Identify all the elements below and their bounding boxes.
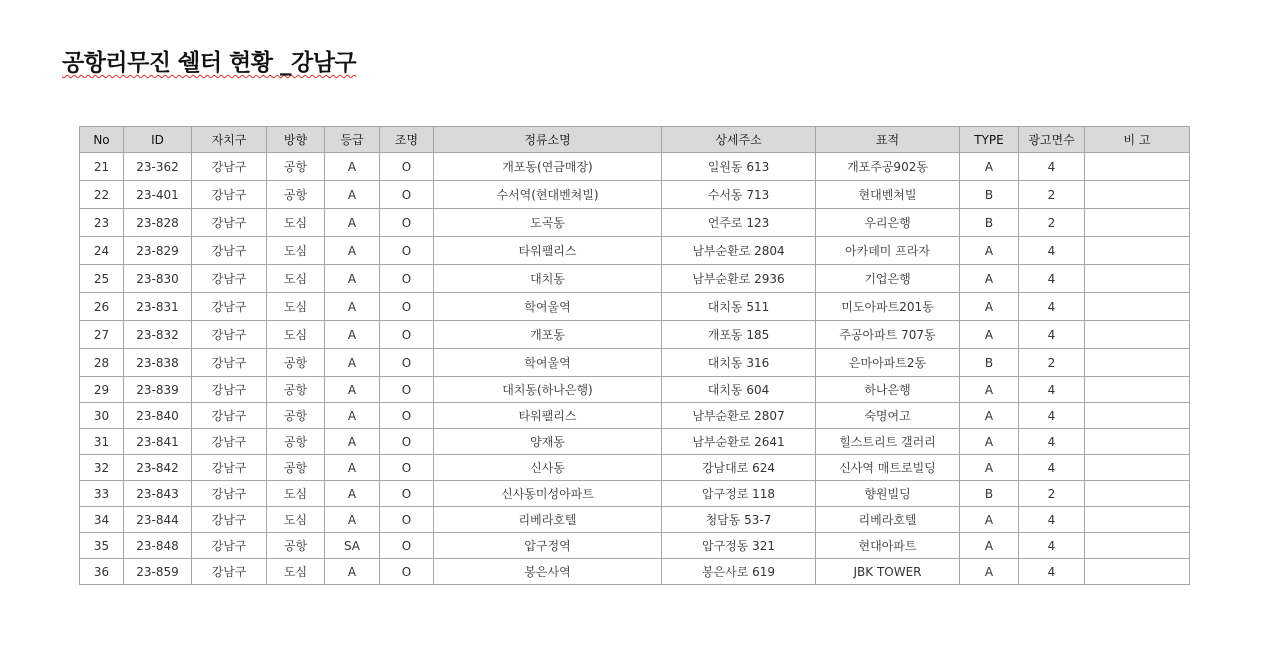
cell-landmark: 하나은행 (816, 377, 960, 403)
header-lighting: 조명 (380, 127, 434, 153)
cell-address: 청담동 53-7 (662, 507, 816, 533)
cell-lighting: O (380, 265, 434, 293)
table-header-row (80, 127, 1190, 153)
cell-no: 34 (80, 507, 124, 533)
cell-no: 28 (80, 349, 124, 377)
cell-no: 21 (80, 153, 124, 181)
cell-district: 강남구 (192, 321, 267, 349)
cell-ad-faces: 4 (1019, 377, 1085, 403)
cell-grade: A (325, 455, 380, 481)
cell-grade: A (325, 265, 380, 293)
cell-grade: A (325, 559, 380, 585)
cell-id: 23-832 (124, 321, 192, 349)
cell-type: A (960, 559, 1019, 585)
cell-grade: A (325, 481, 380, 507)
cell-grade: A (325, 321, 380, 349)
cell-direction: 공항 (267, 455, 325, 481)
header-id: ID (124, 127, 192, 153)
cell-direction: 도심 (267, 321, 325, 349)
cell-lighting: O (380, 403, 434, 429)
cell-ad-faces: 2 (1019, 481, 1085, 507)
table-row (80, 237, 1190, 265)
cell-stop-name: 리베라호텔 (434, 507, 662, 533)
table-row (80, 181, 1190, 209)
cell-address: 남부순환로 2641 (662, 429, 816, 455)
cell-id: 23-841 (124, 429, 192, 455)
header-direction: 방향 (267, 127, 325, 153)
cell-district: 강남구 (192, 237, 267, 265)
cell-remarks (1085, 321, 1190, 349)
cell-ad-faces: 4 (1019, 429, 1085, 455)
header-stop-name: 정류소명 (434, 127, 662, 153)
cell-district: 강남구 (192, 403, 267, 429)
cell-remarks (1085, 153, 1190, 181)
header-district: 자치구 (192, 127, 267, 153)
cell-id: 23-828 (124, 209, 192, 237)
cell-lighting: O (380, 209, 434, 237)
cell-landmark: 주공아파트 707동 (816, 321, 960, 349)
cell-stop-name: 도곡동 (434, 209, 662, 237)
cell-remarks (1085, 403, 1190, 429)
cell-ad-faces: 4 (1019, 507, 1085, 533)
cell-address: 대치동 316 (662, 349, 816, 377)
cell-address: 남부순환로 2807 (662, 403, 816, 429)
cell-remarks (1085, 507, 1190, 533)
cell-stop-name: 학여울역 (434, 293, 662, 321)
cell-id: 23-840 (124, 403, 192, 429)
cell-no: 26 (80, 293, 124, 321)
cell-stop-name: 양재동 (434, 429, 662, 455)
page-title-text: 공항리무진 쉘터 현황 _강남구 (62, 50, 357, 76)
cell-lighting: O (380, 455, 434, 481)
cell-district: 강남구 (192, 507, 267, 533)
cell-landmark: 신사역 매트로빌딩 (816, 455, 960, 481)
cell-direction: 공항 (267, 533, 325, 559)
cell-stop-name: 학여울역 (434, 349, 662, 377)
cell-type: A (960, 455, 1019, 481)
cell-type: A (960, 293, 1019, 321)
cell-stop-name: 신사동미성아파트 (434, 481, 662, 507)
cell-landmark: 개포주공902동 (816, 153, 960, 181)
cell-id: 23-830 (124, 265, 192, 293)
cell-id: 23-829 (124, 237, 192, 265)
cell-lighting: O (380, 349, 434, 377)
cell-no: 22 (80, 181, 124, 209)
cell-district: 강남구 (192, 265, 267, 293)
cell-address: 남부순환로 2936 (662, 265, 816, 293)
cell-grade: A (325, 507, 380, 533)
cell-stop-name: 타워팰리스 (434, 403, 662, 429)
cell-no: 30 (80, 403, 124, 429)
cell-grade: A (325, 181, 380, 209)
table-row (80, 349, 1190, 377)
cell-remarks (1085, 349, 1190, 377)
cell-remarks (1085, 293, 1190, 321)
cell-direction: 도심 (267, 559, 325, 585)
cell-stop-name: 타워팰리스 (434, 237, 662, 265)
cell-address: 강남대로 624 (662, 455, 816, 481)
cell-ad-faces: 4 (1019, 237, 1085, 265)
cell-district: 강남구 (192, 349, 267, 377)
cell-lighting: O (380, 321, 434, 349)
cell-district: 강남구 (192, 209, 267, 237)
table-row (80, 403, 1190, 429)
cell-direction: 도심 (267, 265, 325, 293)
table-row (80, 429, 1190, 455)
cell-grade: A (325, 429, 380, 455)
page-title (62, 44, 356, 77)
cell-direction: 도심 (267, 237, 325, 265)
cell-lighting: O (380, 533, 434, 559)
cell-type: A (960, 429, 1019, 455)
cell-type: B (960, 181, 1019, 209)
table-row (80, 265, 1190, 293)
header-grade: 등급 (325, 127, 380, 153)
cell-direction: 도심 (267, 293, 325, 321)
cell-type: A (960, 507, 1019, 533)
cell-direction: 공항 (267, 153, 325, 181)
cell-direction: 공항 (267, 349, 325, 377)
cell-address: 압구정동 321 (662, 533, 816, 559)
cell-id: 23-842 (124, 455, 192, 481)
cell-no: 25 (80, 265, 124, 293)
cell-district: 강남구 (192, 481, 267, 507)
cell-direction: 도심 (267, 209, 325, 237)
cell-grade: SA (325, 533, 380, 559)
cell-direction: 공항 (267, 377, 325, 403)
cell-district: 강남구 (192, 559, 267, 585)
cell-type: A (960, 237, 1019, 265)
cell-lighting: O (380, 153, 434, 181)
cell-ad-faces: 4 (1019, 265, 1085, 293)
cell-id: 23-362 (124, 153, 192, 181)
cell-stop-name: 봉은사역 (434, 559, 662, 585)
cell-landmark: 숙명여고 (816, 403, 960, 429)
cell-remarks (1085, 455, 1190, 481)
cell-id: 23-838 (124, 349, 192, 377)
cell-type: A (960, 265, 1019, 293)
cell-no: 35 (80, 533, 124, 559)
cell-no: 29 (80, 377, 124, 403)
cell-id: 23-831 (124, 293, 192, 321)
cell-no: 36 (80, 559, 124, 585)
cell-district: 강남구 (192, 153, 267, 181)
cell-remarks (1085, 377, 1190, 403)
cell-lighting: O (380, 377, 434, 403)
cell-landmark: 향원빌딩 (816, 481, 960, 507)
cell-grade: A (325, 237, 380, 265)
cell-landmark: 미도아파트201동 (816, 293, 960, 321)
table-row (80, 293, 1190, 321)
cell-id: 23-401 (124, 181, 192, 209)
cell-district: 강남구 (192, 455, 267, 481)
cell-address: 남부순환로 2804 (662, 237, 816, 265)
cell-ad-faces: 4 (1019, 403, 1085, 429)
cell-district: 강남구 (192, 293, 267, 321)
cell-direction: 도심 (267, 481, 325, 507)
cell-remarks (1085, 237, 1190, 265)
cell-type: A (960, 533, 1019, 559)
cell-stop-name: 압구정역 (434, 533, 662, 559)
table-row (80, 321, 1190, 349)
cell-remarks (1085, 481, 1190, 507)
cell-landmark: 현대아파트 (816, 533, 960, 559)
cell-no: 27 (80, 321, 124, 349)
cell-ad-faces: 4 (1019, 293, 1085, 321)
cell-landmark: 아카데미 프라자 (816, 237, 960, 265)
cell-grade: A (325, 293, 380, 321)
cell-lighting: O (380, 293, 434, 321)
cell-no: 32 (80, 455, 124, 481)
cell-grade: A (325, 153, 380, 181)
header-ad-faces: 광고면수 (1019, 127, 1085, 153)
table-body (80, 153, 1190, 585)
cell-ad-faces: 2 (1019, 209, 1085, 237)
cell-stop-name: 개포동(연금매장) (434, 153, 662, 181)
cell-address: 봉은사로 619 (662, 559, 816, 585)
cell-remarks (1085, 181, 1190, 209)
cell-lighting: O (380, 481, 434, 507)
cell-type: B (960, 349, 1019, 377)
table-row (80, 481, 1190, 507)
cell-type: A (960, 153, 1019, 181)
cell-remarks (1085, 209, 1190, 237)
cell-ad-faces: 4 (1019, 321, 1085, 349)
cell-remarks (1085, 429, 1190, 455)
table-row (80, 153, 1190, 181)
cell-direction: 공항 (267, 403, 325, 429)
cell-type: A (960, 403, 1019, 429)
cell-lighting: O (380, 559, 434, 585)
cell-lighting: O (380, 237, 434, 265)
cell-address: 수서동 713 (662, 181, 816, 209)
cell-district: 강남구 (192, 377, 267, 403)
cell-remarks (1085, 559, 1190, 585)
cell-district: 강남구 (192, 429, 267, 455)
header-remarks: 비 고 (1085, 127, 1190, 153)
cell-landmark: 힐스트리트 갤러리 (816, 429, 960, 455)
cell-id: 23-839 (124, 377, 192, 403)
table-row (80, 209, 1190, 237)
shelter-table (79, 126, 1190, 585)
cell-address: 개포동 185 (662, 321, 816, 349)
cell-type: A (960, 321, 1019, 349)
cell-id: 23-859 (124, 559, 192, 585)
header-landmark: 표적 (816, 127, 960, 153)
cell-ad-faces: 2 (1019, 349, 1085, 377)
cell-no: 23 (80, 209, 124, 237)
table-row (80, 377, 1190, 403)
cell-no: 24 (80, 237, 124, 265)
table-row (80, 533, 1190, 559)
cell-direction: 도심 (267, 507, 325, 533)
cell-stop-name: 개포동 (434, 321, 662, 349)
cell-type: A (960, 377, 1019, 403)
cell-ad-faces: 4 (1019, 455, 1085, 481)
table-row (80, 559, 1190, 585)
cell-address: 압구정로 118 (662, 481, 816, 507)
cell-remarks (1085, 533, 1190, 559)
cell-type: B (960, 209, 1019, 237)
cell-lighting: O (380, 429, 434, 455)
cell-address: 대치동 604 (662, 377, 816, 403)
cell-stop-name: 대치동 (434, 265, 662, 293)
cell-id: 23-843 (124, 481, 192, 507)
cell-grade: A (325, 377, 380, 403)
cell-landmark: 은마아파트2동 (816, 349, 960, 377)
cell-lighting: O (380, 181, 434, 209)
cell-stop-name: 대치동(하나은행) (434, 377, 662, 403)
header-type: TYPE (960, 127, 1019, 153)
cell-landmark: 현대벤쳐빌 (816, 181, 960, 209)
cell-id: 23-844 (124, 507, 192, 533)
cell-ad-faces: 4 (1019, 153, 1085, 181)
table-row (80, 455, 1190, 481)
cell-grade: A (325, 209, 380, 237)
header-no: No (80, 127, 124, 153)
cell-stop-name: 신사동 (434, 455, 662, 481)
cell-address: 언주로 123 (662, 209, 816, 237)
cell-lighting: O (380, 507, 434, 533)
cell-landmark: 기업은행 (816, 265, 960, 293)
table-row (80, 507, 1190, 533)
cell-district: 강남구 (192, 181, 267, 209)
cell-landmark: 우리은행 (816, 209, 960, 237)
cell-ad-faces: 2 (1019, 181, 1085, 209)
cell-grade: A (325, 403, 380, 429)
cell-ad-faces: 4 (1019, 559, 1085, 585)
cell-stop-name: 수서역(현대벤쳐빌) (434, 181, 662, 209)
cell-no: 31 (80, 429, 124, 455)
cell-remarks (1085, 265, 1190, 293)
cell-address: 일원동 613 (662, 153, 816, 181)
cell-direction: 공항 (267, 429, 325, 455)
cell-direction: 공항 (267, 181, 325, 209)
cell-district: 강남구 (192, 533, 267, 559)
cell-landmark: JBK TOWER (816, 559, 960, 585)
cell-grade: A (325, 349, 380, 377)
cell-id: 23-848 (124, 533, 192, 559)
cell-ad-faces: 4 (1019, 533, 1085, 559)
cell-no: 33 (80, 481, 124, 507)
cell-landmark: 리베라호텔 (816, 507, 960, 533)
header-address: 상세주소 (662, 127, 816, 153)
cell-type: B (960, 481, 1019, 507)
cell-address: 대치동 511 (662, 293, 816, 321)
